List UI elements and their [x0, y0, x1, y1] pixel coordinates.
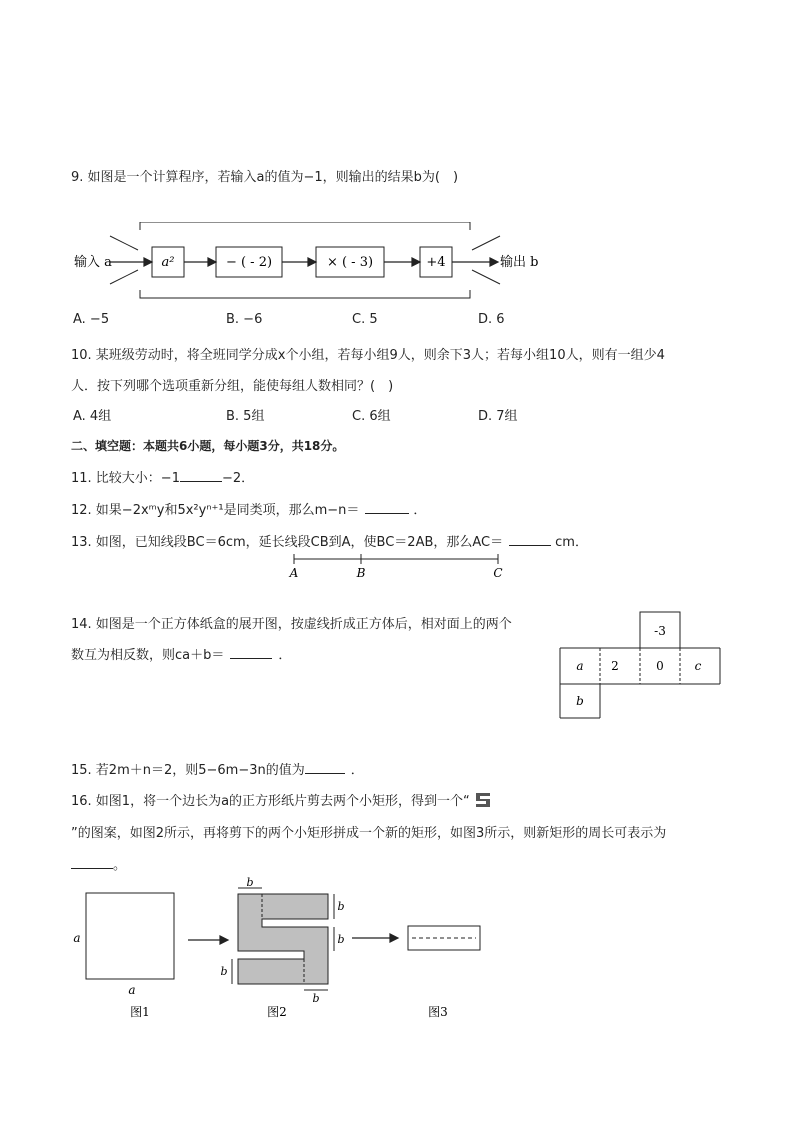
flow-box2-text: − ( - 2)	[225, 255, 273, 270]
fig3-label: 图3	[428, 1005, 448, 1019]
section2-title: 二、填空题：本题共6小题，每小题3分，共18分。	[71, 439, 345, 453]
q14-blank	[230, 646, 272, 659]
q9-flowchart	[70, 222, 560, 302]
flow-output-label: 输出 b	[500, 255, 539, 270]
q11-blank	[180, 469, 222, 482]
q11-post: −2．	[221, 471, 255, 486]
fig2-dim-b-left: b	[220, 965, 228, 978]
q13-pre: 13. 如图，已知线段BC＝6cm，延长线段CB到A，使BC＝2AB，那么AC＝	[71, 535, 504, 550]
q16-figures	[66, 876, 496, 1026]
q9-option-c: C. 5	[352, 312, 378, 327]
q9-option-d: D. 6	[478, 312, 505, 327]
net-cell-c: c	[694, 659, 702, 673]
fig1-side-a-bottom: a	[128, 983, 136, 997]
fig1-side-a-left: a	[73, 931, 81, 945]
q15-pre: 15. 若2m＋n＝2，则5−6m−3n的值为	[71, 763, 305, 778]
fig2-label: 图2	[267, 1005, 287, 1019]
q11	[71, 467, 254, 486]
q9-stem: 9. 如图是一个计算程序，若输入a的值为−1，则输出的结果b为( )	[71, 170, 459, 185]
q16-line2: ”的图案，如图2所示，再将剪下的两个小矩形拼成一个新的矩形，如图3所示，则新矩形的周长可表示为	[71, 826, 667, 841]
q14-line2-post: ．	[278, 648, 292, 663]
q13-blank	[509, 533, 551, 546]
q12-post: ．	[413, 503, 427, 518]
q15	[71, 759, 364, 778]
fig2-dim-b-right2: b	[337, 933, 345, 946]
q13-segment-figure	[284, 550, 514, 582]
flow-box1-text: a²	[161, 255, 175, 270]
fig2-dim-b-top: b	[246, 876, 254, 889]
q9-option-b: B. −6	[226, 312, 263, 327]
q16-line3	[71, 854, 126, 873]
fig2-s-shape	[238, 894, 328, 984]
flow-input-label: 输入 a	[74, 255, 112, 270]
q11-pre: 11. 比较大小：−1	[71, 471, 180, 486]
q12	[71, 499, 426, 518]
q10-line2: 人．按下列哪个选项重新分组，能使每组人数相同？( )	[71, 379, 394, 394]
fig2-dim-b-bottom: b	[312, 992, 320, 1005]
fig1-square	[86, 893, 174, 979]
point-c-label: C	[493, 566, 503, 580]
point-b-label: B	[356, 566, 366, 580]
q16-blank	[71, 856, 113, 869]
q16-line1	[71, 790, 490, 809]
q15-post: ．	[350, 763, 364, 778]
q14-line2	[71, 644, 291, 663]
q16-line3-post: 。	[113, 858, 127, 873]
q15-blank	[305, 761, 345, 774]
net-cell-2: 2	[611, 659, 619, 673]
q10-option-c: C. 6组	[352, 409, 391, 424]
net-top-text: -3	[654, 624, 666, 638]
q12-blank	[365, 501, 409, 514]
q14-line2-pre: 数互为相反数，则ca＋b＝	[71, 648, 225, 663]
q14-line1: 14. 如图是一个正方体纸盒的展开图，按虚线折成正方体后，相对面上的两个	[71, 617, 512, 632]
q12-pre: 12. 如果−2xᵐy和5x²yⁿ⁺¹是同类项，那么m−n＝	[71, 503, 360, 518]
q10-option-d: D. 7组	[478, 409, 518, 424]
net-cell-0: 0	[656, 659, 664, 673]
s-shape-icon	[476, 793, 490, 807]
q10-option-b: B. 5组	[226, 409, 265, 424]
q13-post: cm．	[555, 535, 588, 550]
net-cell-a: a	[576, 659, 584, 673]
q10-line1: 10. 某班级劳动时，将全班同学分成x个小组，若每小组9人，则余下3人；若每小组10人，则有一组少4	[71, 348, 665, 363]
q16-line1-text: 16. 如图1，将一个边长为a的正方形纸片剪去两个小矩形，得到一个“	[71, 794, 470, 809]
fig2-dim-b-right1: b	[337, 900, 345, 913]
q9-option-a: A. −5	[73, 312, 110, 327]
q13	[71, 531, 588, 550]
cube-net-figure	[558, 610, 724, 722]
point-a-label: A	[289, 566, 299, 580]
q10-option-a: A. 4组	[73, 409, 112, 424]
flow-box3-text: × ( - 3)	[326, 255, 374, 270]
net-bottom-text: b	[576, 694, 584, 708]
flow-box4-text: +4	[426, 255, 446, 270]
fig1-label: 图1	[130, 1005, 150, 1019]
